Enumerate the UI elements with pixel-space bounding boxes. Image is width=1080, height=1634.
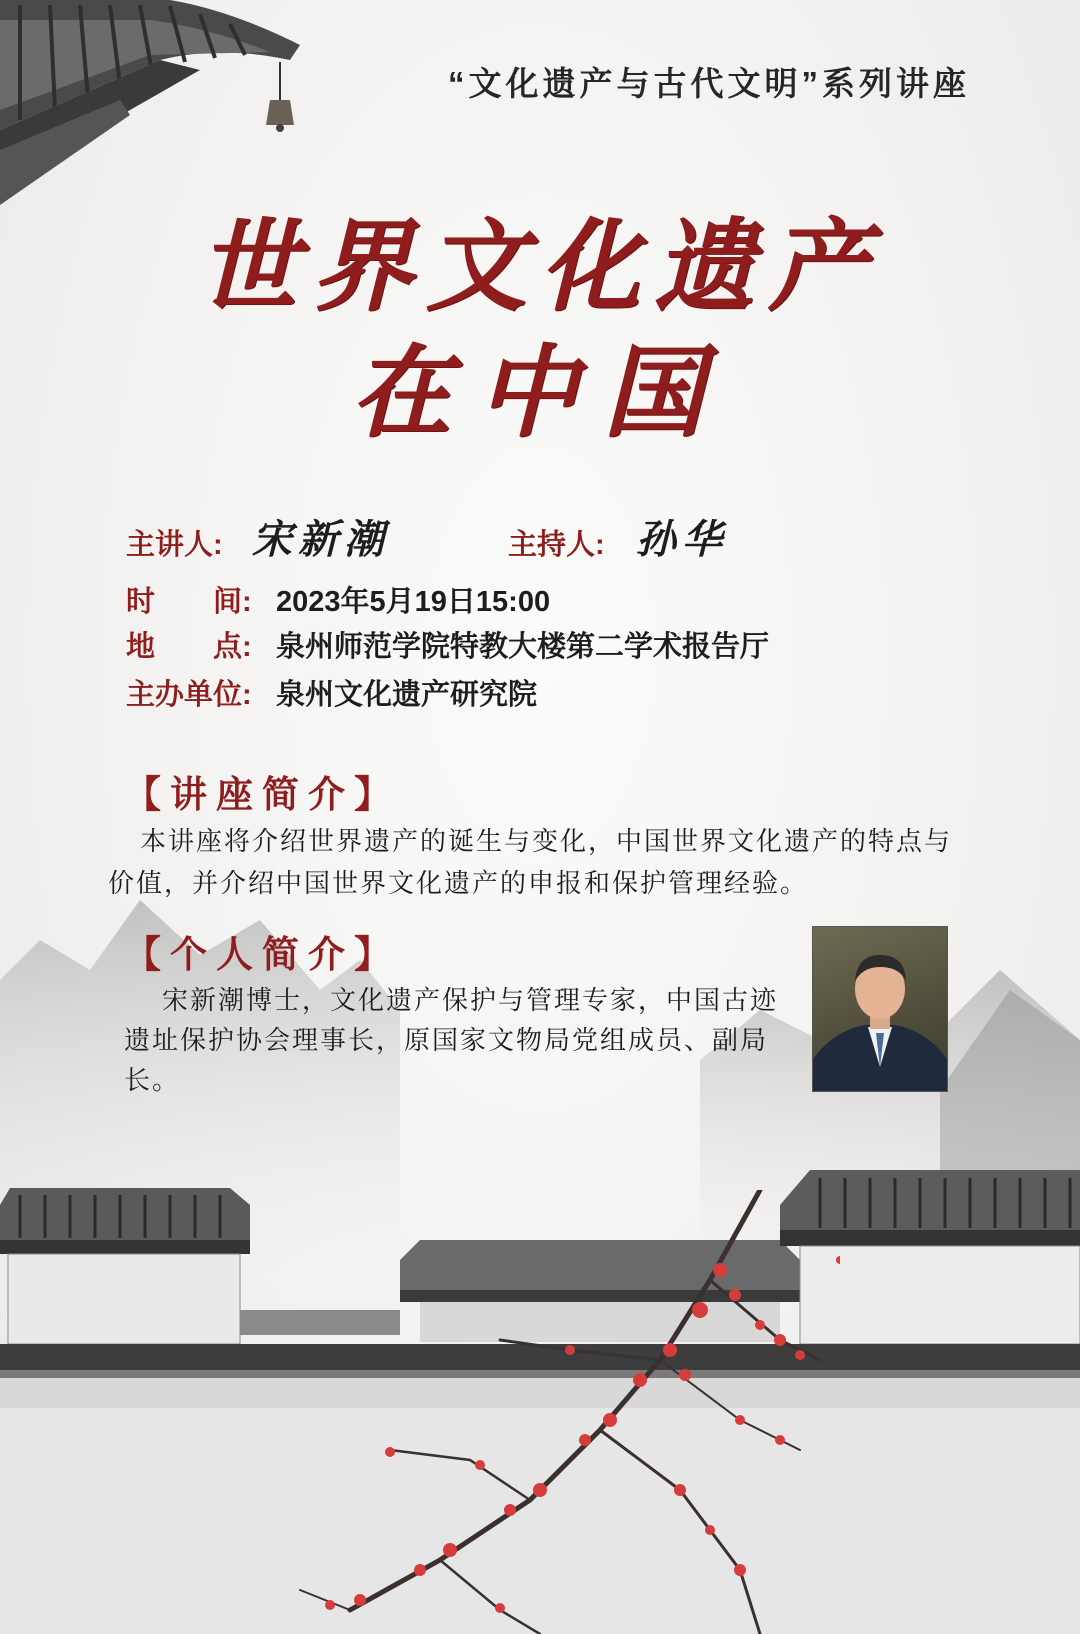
organizer-label: 主办单位: [126, 679, 252, 711]
organizer-value: 泉州文化遗产研究院 [276, 679, 538, 711]
speaker-portrait [812, 926, 948, 1092]
plum-blossom-branch [240, 1190, 840, 1634]
bio-text: 宋新潮博士，文化遗产保护与管理专家，中国古迹遗址保护协会理事长，原国家文物局党组成员、副局长。 [124, 985, 779, 1095]
bio-heading: 【个人简介】 [124, 932, 400, 976]
roof-eave-illustration [0, 0, 310, 210]
time-label: 时 间: [126, 586, 252, 618]
place-value: 泉州师范学院特教大楼第二学术报告厅 [276, 631, 770, 663]
time-value: 2023年5月19日15:00 [276, 586, 551, 618]
main-title-line1: 世界文化遗产 [198, 207, 882, 325]
speaker-label: 主讲人: [126, 529, 223, 561]
host-label: 主持人: [508, 529, 605, 561]
lecture-intro-text: 本讲座将介绍世界遗产的诞生与变化，中国世界文化遗产的特点与价值，并介绍中国世界文化遗产的申报和保护管理经验。 [108, 826, 953, 898]
host-name: 孙华 [636, 516, 728, 563]
lecture-intro-heading: 【讲座简介】 [124, 772, 400, 816]
main-title-line2: 在中国 [351, 333, 729, 451]
speaker-name: 宋新潮 [252, 516, 390, 563]
place-label: 地 点: [126, 631, 252, 663]
series-title: “文化遗产与古代文明”系列讲座 [448, 65, 970, 102]
